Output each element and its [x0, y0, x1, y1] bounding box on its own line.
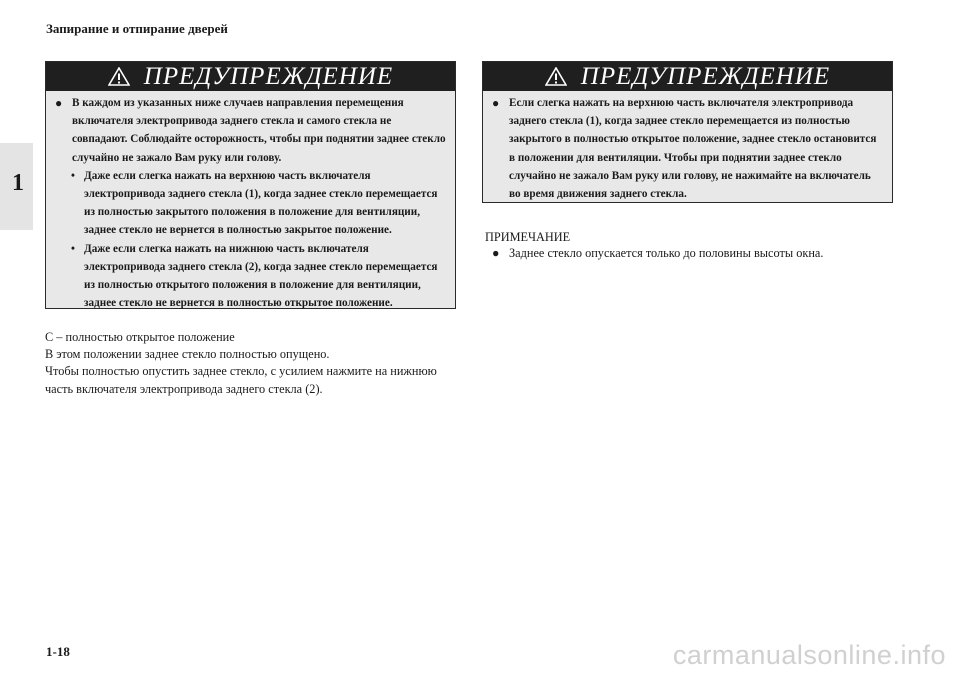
warning-sub-text: Даже если слегка нажать на нижнюю часть включателя электропривода заднего стекла (2), когда заднее стекло перемещается из полностью открытого положения в положение для вентиляции, заднее стекло не вернется в полностью открытое положение. — [84, 242, 438, 310]
body-line: Чтобы полностью опустить заднее стекло, с усилием нажмите на нижнюю часть включателя электропривода заднего стекла (2). — [45, 364, 437, 396]
bullet-icon: ● — [492, 246, 500, 260]
note-text: Заднее стекло опускается только до половины высоты окна. — [509, 246, 824, 260]
warning-header — [483, 62, 892, 91]
body-line: В этом положении заднее стекло полностью опущено. — [45, 347, 330, 362]
warning-title: ПРЕДУПРЕЖДЕНИЕ — [580, 63, 831, 90]
warning-sub-text: Даже если слегка нажать на верхнюю часть включателя электропривода заднего стекла (1), когда заднее стекло перемещается из полностью закрытого положения в положение для вентиляции, заднее стекло не вернется в полностью закрытое положение. — [84, 169, 438, 237]
note-section — [485, 229, 905, 261]
warning-title: ПРЕДУПРЕЖДЕНИЕ — [143, 63, 394, 90]
warning-body — [483, 91, 892, 208]
warning-main-text: Если слегка нажать на верхнюю часть включателя электропривода заднего стекла (1), когда заднее стекло перемещается из полностью закрытого в полностью открытое положение, заднее стекло остановится в положении для вентиляции. Чтобы при поднятии заднее стекло случайно не зажало Вам руку или голову, не нажимайте на включатель во время движения заднего стекла. — [509, 97, 877, 201]
bullet-icon: ● — [492, 96, 500, 110]
sub-bullet-icon: • — [71, 169, 75, 182]
bullet-icon: ● — [55, 96, 63, 110]
body-line: C – полностью открытое положение — [45, 330, 235, 344]
warning-sub-item — [54, 167, 447, 240]
note-title: ПРИМЕЧАНИЕ — [485, 230, 571, 244]
watermark: carmanualsonline.info — [672, 640, 946, 670]
warning-main-item — [54, 94, 447, 167]
chapter-number: 1 — [12, 170, 24, 196]
page-header-title: Запирание и отпирание дверей — [46, 21, 228, 36]
warning-triangle-icon — [108, 67, 130, 86]
warning-main-item — [491, 94, 884, 203]
warning-header — [46, 62, 455, 91]
note-item — [485, 245, 905, 261]
warning-sub-item — [54, 240, 447, 313]
warning-box-right — [482, 61, 893, 203]
warning-triangle-icon — [545, 67, 567, 86]
sub-bullet-icon: • — [71, 242, 75, 255]
page-number: 1-18 — [46, 644, 70, 659]
warning-box-left — [45, 61, 456, 309]
warning-main-text: В каждом из указанных ниже случаев направления перемещения включателя электропривода заднего стекла и самого стекла не совпадают. Соблюдайте осторожность, чтобы при поднятии заднее стекло случайно не зажало Вам руку или голову. — [72, 97, 446, 164]
body-text — [45, 329, 465, 398]
warning-body — [46, 91, 455, 317]
